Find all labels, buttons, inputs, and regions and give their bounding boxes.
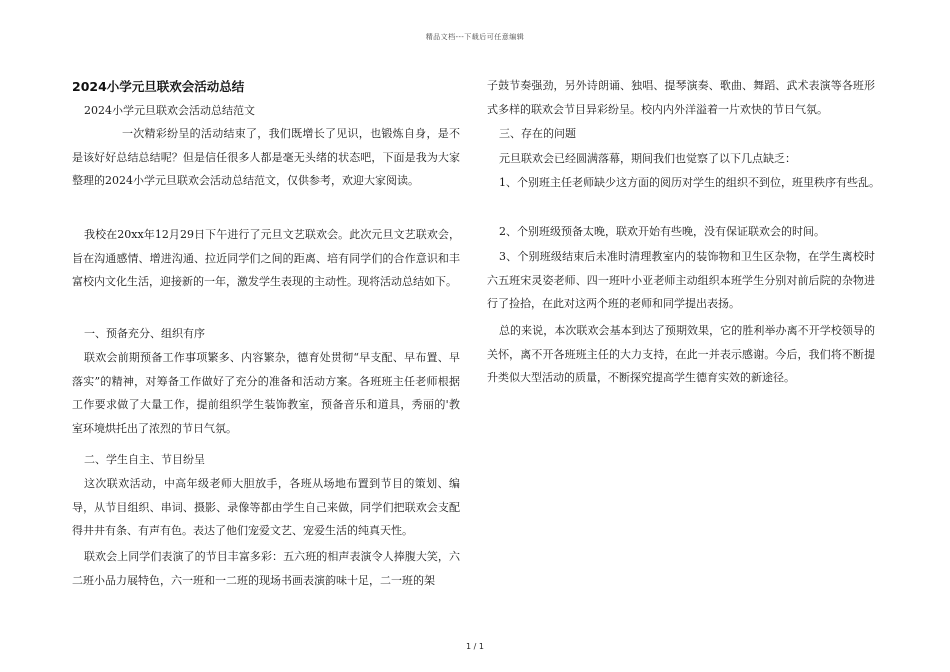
intro-paragraph: 一次精彩纷呈的活动结束了，我们既增长了见识，也锻炼自身，是不是该好好总结总结呢？但是信任很多人都是毫无头绪的状态吧，下面是我为大家整理的2024小学元旦联欢会活动总结范文，仅供参考，欢迎大家阅读。 <box>72 127 460 188</box>
issue-item-3: 3、个别班级结束后未准时清理教室内的装饰物和卫生区杂物，在学生离校时六五班宋灵姿老师、四一班叶小亚老师主动组织本班学生分别对前后院的杂物进行了捡拾，在此对这两个班的老师和同学提出表扬。 <box>487 250 875 311</box>
section-heading-3: 三、存在的问题 <box>499 127 576 140</box>
page-header: 精品文档---下载后可任意编辑 <box>425 33 525 41</box>
document-title: 2024小学元旦联欢会活动总结 <box>72 79 245 94</box>
body-paragraph-3: 这次联欢活动，中高年级老师大胆放手，各班从场地布置到节目的策划、编导，从节目组织、串词、摄影、录像等都由学生自己来做，同学们把联欢会支配得井井有条、有声有色。表达了他们宠爱文艺、宠爱生活的纯真天性。 <box>72 477 460 538</box>
section-heading-1: 一、预备充分、组织有序 <box>84 327 205 340</box>
section-heading-2: 二、学生自主、节目纷呈 <box>84 453 205 466</box>
body-paragraph-4: 联欢会上同学们表演了的节目丰富多彩：五六班的相声表演令人捧腹大笑，六二班小品力展特色，六一班和一二班的现场书画表演韵味十足，二一班的架 <box>72 550 460 587</box>
conclusion-paragraph: 总的来说，本次联欢会基本到达了预期效果，它的胜利举办离不开学校领导的关怀，离不开各班班主任的大力支持，在此一并表示感谢。今后，我们将不断提升类似大型活动的质量，不断探究提高学生德育实效的新途径。 <box>487 324 875 385</box>
page-number: 1 / 1 <box>466 642 484 651</box>
body-paragraph-1: 我校在20xx年12月29日下午进行了元旦文艺联欢会。此次元旦文艺联欢会，旨在沟通感情、增进沟通、拉近同学们之间的距离、培有同学们的合作意识和丰富校内文化生活，迎接新的一年，激发学生表现的主动性。现将活动总结如下。 <box>72 228 460 289</box>
body-paragraph-5: 子鼓节奏强劲，另外诗朗诵、独唱、提琴演奏、歌曲、舞蹈、武术表演等各班形式多样的联欢会节目异彩纷呈。校内内外洋溢着一片欢快的节日气氛。 <box>487 79 875 116</box>
issue-item-1: 1、个别班主任老师缺少这方面的阅历对学生的组织不到位，班里秩序有些乱。 <box>499 176 880 189</box>
issue-item-2: 2、个别班级预备太晚，联欢开始有些晚，没有保证联欢会的时间。 <box>499 225 825 238</box>
subtitle: 2024小学元旦联欢会活动总结范文 <box>84 104 255 117</box>
body-paragraph-6: 元旦联欢会已经圆满落幕，期间我们也觉察了以下几点缺乏： <box>499 152 796 165</box>
body-paragraph-2: 联欢会前期预备工作事项繁多、内容繁杂，德育处贯彻“早支配、早布置、早落实”的精神，对筹备工作做好了充分的准备和活动方案。各班班主任老师根据工作要求做了大量工作，提前组织学生装饰教室，预备音乐和道具，秀丽的'教室环境烘托出了浓烈的节日气氛。 <box>72 351 460 435</box>
